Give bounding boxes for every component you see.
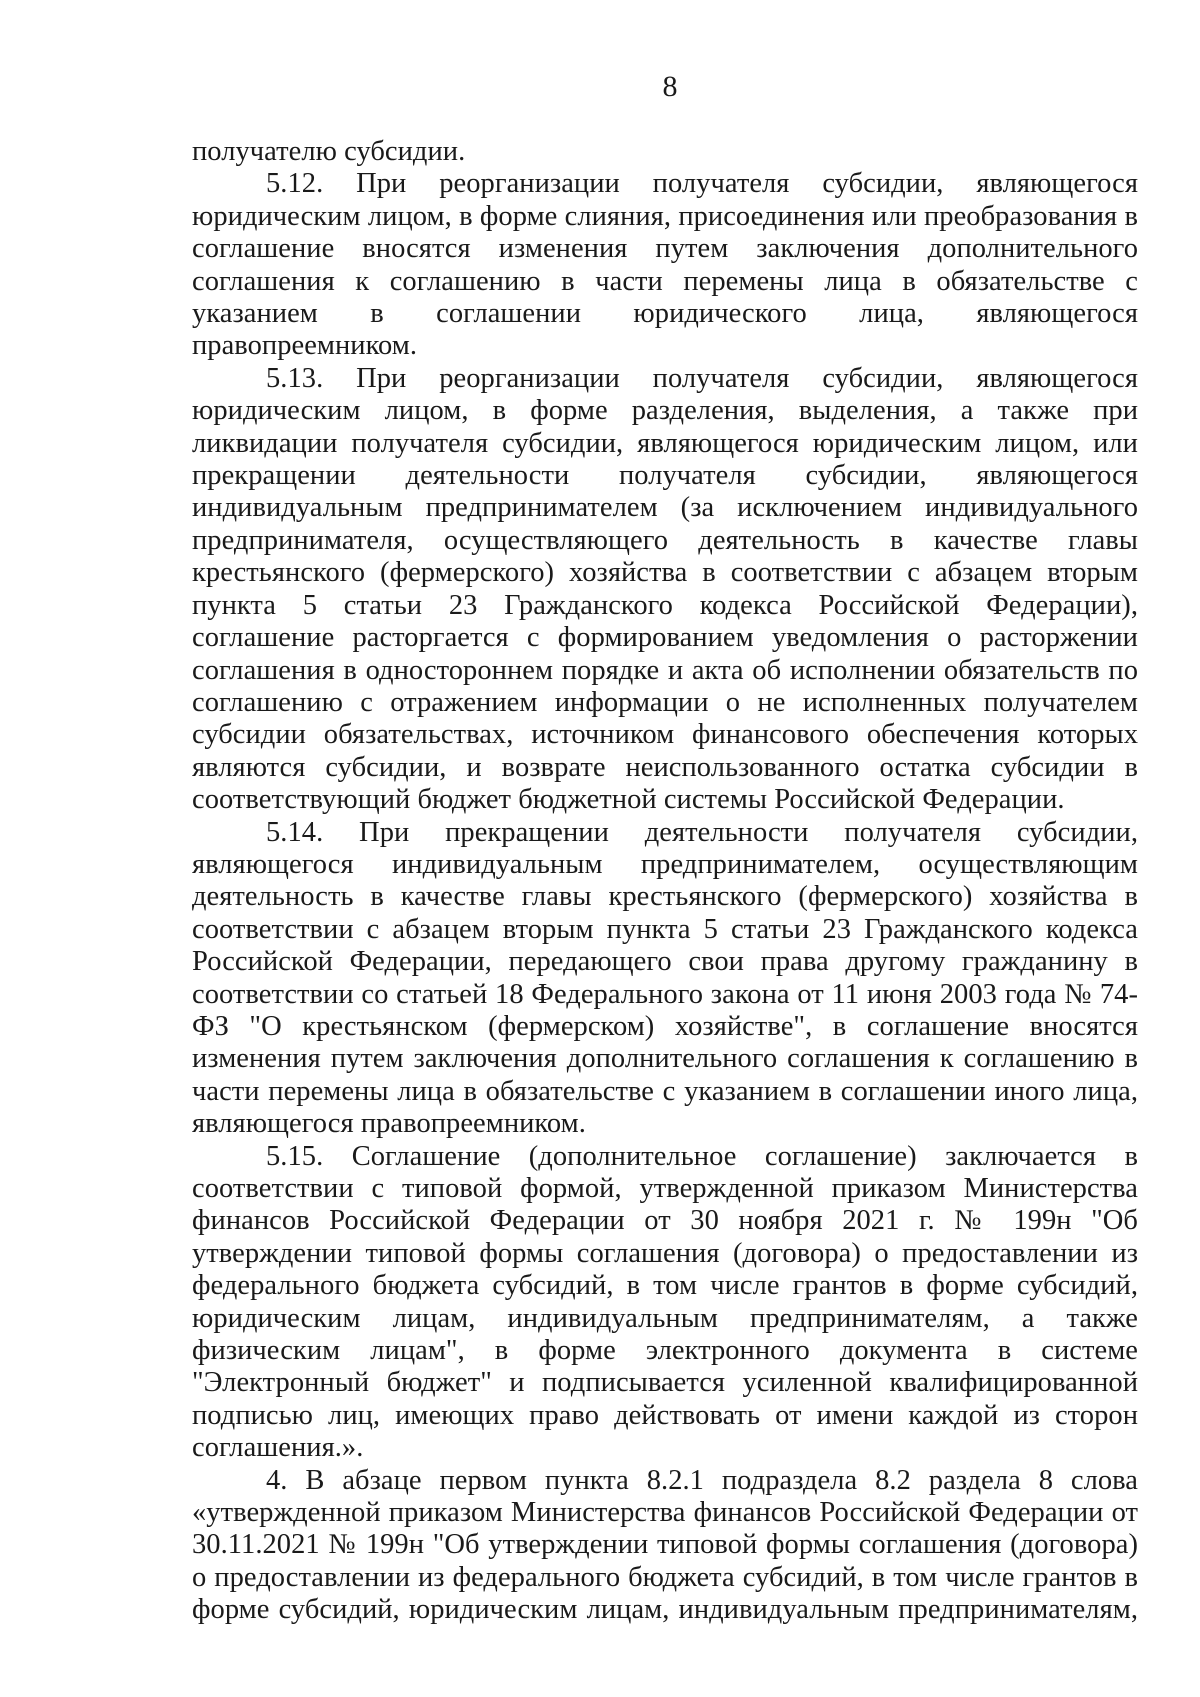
paragraph-continuation: получателю субсидии. (192, 136, 466, 167)
page-number: 8 (662, 70, 678, 103)
paragraph-5-14: 5.14. При прекращении деятельности получателя субсидии, являющегося индивидуальным предпринимателем, осуществляющим деятельность в качестве главы крестьянского (фермерского) хозяйства в соответствии с абзацем вторым пункта 5 статьи 23 Гражданского кодекса Российской Федерации, передающего свои права другому гражданину в соответствии со статьей 18 Федерального закона от 11 июня 2003 года № 74-ФЗ "О крестьянском (фермерском) хозяйстве", в соглашение вносятся изменения путем заключения дополнительного соглашения к соглашению в части перемены лица в обязательстве с указанием в соглашении иного лица, являющегося правопреемником. (192, 816, 1138, 1140)
paragraph-5-15: 5.15. Соглашение (дополнительное соглашение) заключается в соответствии с типовой формой, утвержденной приказом Министерства финансов Российской Федерации от 30 ноября 2021 г. № 199н "Об утверждении типовой формы соглашения (договора) о предоставлении из федерального бюджета субсидий, в том числе грантов в форме субсидий, юридическим лицам, индивидуальным предпринимателям, а также физическим лицам", в форме электронного документа в системе "Электронный бюджет" и подписывается усиленной квалифицированной подписью лиц, имеющих право действовать от имени каждой из сторон соглашения.». (192, 1140, 1138, 1464)
paragraph-5-12: 5.12. При реорганизации получателя субсидии, являющегося юридическим лицом, в форме слияния, присоединения или преобразования в соглашение вносятся изменения путем заключения дополнительного соглашения к соглашению в части перемены лица в обязательстве с указанием в соглашении юридического лица, являющегося правопреемником. (192, 168, 1138, 362)
paragraph-item-4: 4. В абзаце первом пункта 8.2.1 подраздела 8.2 раздела 8 слова «утвержденной приказом Министерства финансов Российской Федерации от 30.11.2021 № 199н "Об утверждении типовой формы соглашения (договора) о предоставлении из федерального бюджета субсидий, в том числе грантов в форме субсидий, юридическим лицам, индивидуальным предпринимателям, (192, 1464, 1138, 1626)
document-body (192, 136, 1138, 1627)
paragraph-5-13: 5.13. При реорганизации получателя субсидии, являющегося юридическим лицом, в форме разделения, выделения, а также при ликвидации получателя субсидии, являющегося юридическим лицом, или прекращении деятельности получателя субсидии, являющегося индивидуальным предпринимателем (за исключением индивидуального предпринимателя, осуществляющего деятельность в качестве главы крестьянского (фермерского) хозяйства в соответствии с абзацем вторым пункта 5 статьи 23 Гражданского кодекса Российской Федерации), соглашение расторгается с формированием уведомления о расторжении соглашения в одностороннем порядке и акта об исполнении обязательств по соглашению с отражением информации о не исполненных получателем субсидии обязательствах, источником финансового обеспечения которых являются субсидии, и возврате неиспользованного остатка субсидии в соответствующий бюджет бюджетной системы Российской Федерации. (192, 362, 1138, 816)
